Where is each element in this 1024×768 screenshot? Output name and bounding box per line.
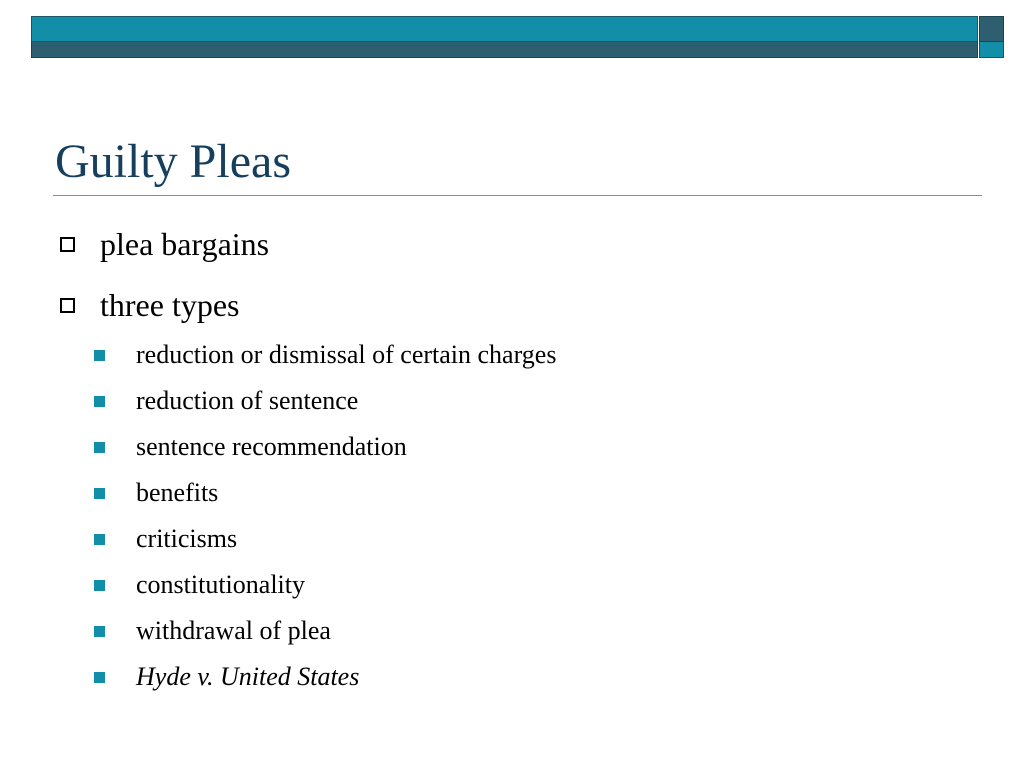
filled-square-icon: [94, 350, 105, 361]
filled-square-icon: [94, 580, 105, 591]
sub-bullet-item: benefits: [136, 478, 219, 507]
hollow-square-icon: [60, 237, 75, 252]
filled-square-icon: [94, 672, 105, 683]
bullet-item: three types: [100, 287, 240, 323]
sub-bullet-item: constitutionality: [136, 570, 305, 599]
filled-square-icon: [94, 396, 105, 407]
bullet-item: plea bargains: [100, 226, 270, 262]
filled-square-icon: [94, 626, 105, 637]
corner-block-teal: [979, 42, 1004, 58]
sub-bullet-item: sentence recommendation: [136, 432, 407, 461]
header-bar-teal: [31, 16, 978, 42]
hollow-square-icon: [60, 298, 75, 313]
title-divider: [53, 195, 982, 196]
sub-bullet-item: reduction or dismissal of certain charges: [136, 340, 557, 369]
sub-bullet-item: criticisms: [136, 524, 238, 553]
filled-square-icon: [94, 442, 105, 453]
sub-bullet-item-case-name: Hyde v. United States: [136, 662, 360, 691]
sub-bullet-item: withdrawal of plea: [136, 616, 331, 645]
slide-title: Guilty Pleas: [55, 135, 291, 188]
filled-square-icon: [94, 534, 105, 545]
corner-block-dark: [979, 16, 1004, 42]
filled-square-icon: [94, 488, 105, 499]
sub-bullet-item: reduction of sentence: [136, 386, 359, 415]
header-bar-dark: [31, 42, 978, 58]
